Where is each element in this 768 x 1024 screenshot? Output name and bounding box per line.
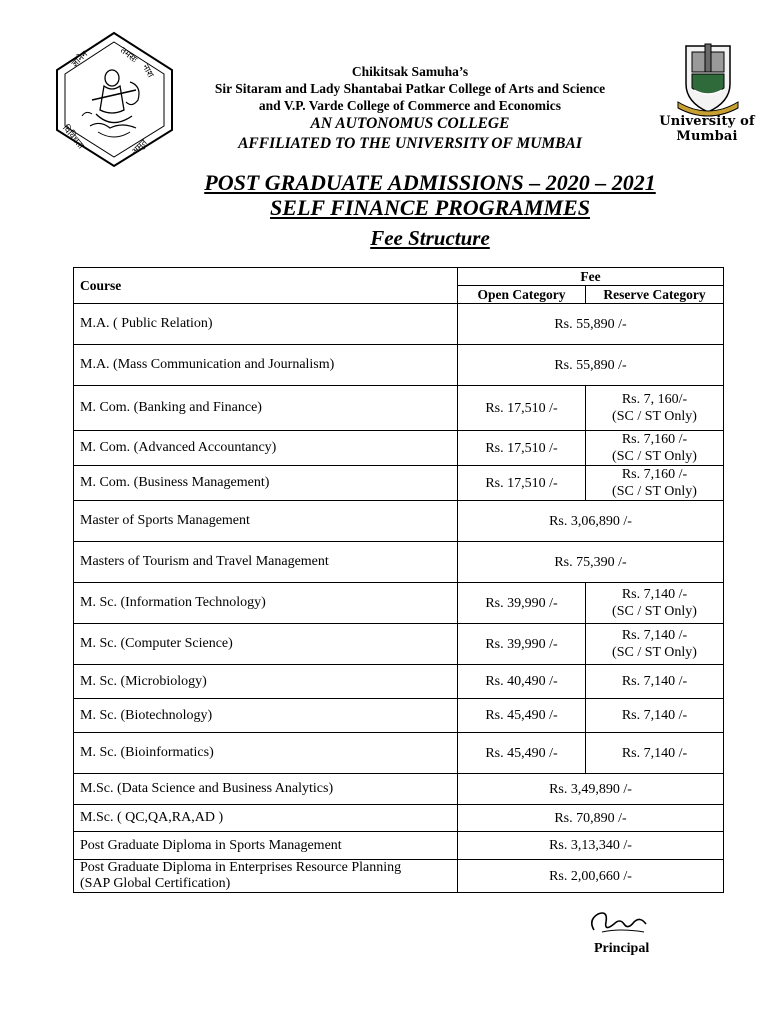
fee-cell: Rs. 3,06,890 /- bbox=[458, 501, 724, 542]
table-row bbox=[74, 805, 724, 832]
page-title: POST GRADUATE ADMISSIONS – 2020 – 2021 bbox=[204, 170, 656, 195]
table-row bbox=[74, 386, 724, 431]
principal-label: Principal bbox=[594, 941, 650, 956]
reserve-fee-note: (SC / ST Only) bbox=[612, 645, 697, 660]
reserve-fee-cell bbox=[586, 699, 724, 733]
table-row bbox=[74, 665, 724, 699]
open-fee-cell: Rs. 40,490 /- bbox=[458, 665, 586, 699]
university-logo bbox=[672, 40, 744, 120]
course-cell bbox=[74, 542, 458, 583]
course-cell bbox=[74, 665, 458, 699]
course-name: Master of Sports Management bbox=[80, 513, 250, 528]
reserve-fee-cell bbox=[586, 386, 724, 431]
fee-cell: Rs. 3,13,340 /- bbox=[458, 832, 724, 860]
course-name: Masters of Tourism and Travel Management bbox=[80, 554, 329, 569]
fee-cell: Rs. 55,890 /- bbox=[458, 304, 724, 345]
fee-column-header: Fee bbox=[458, 268, 724, 286]
table-row bbox=[74, 501, 724, 542]
open-fee-cell: Rs. 45,490 /- bbox=[458, 733, 586, 774]
course-name: M. Com. (Banking and Finance) bbox=[80, 400, 262, 415]
header-line-1: Chikitsak Samuha’s bbox=[351, 64, 469, 79]
header-line-5: AFFILIATED TO THE UNIVERSITY OF MUMBAI bbox=[238, 135, 582, 152]
table-row bbox=[74, 542, 724, 583]
fee-table bbox=[73, 267, 724, 893]
course-cell bbox=[74, 860, 458, 893]
fee-cell: Rs. 75,390 /- bbox=[458, 542, 724, 583]
course-cell bbox=[74, 832, 458, 860]
saraswati-emblem-icon bbox=[52, 30, 177, 168]
open-fee-cell: Rs. 17,510 /- bbox=[458, 466, 586, 501]
header-line-2: Sir Sitaram and Lady Shantabai Patkar College of Arts and Science bbox=[214, 81, 606, 96]
course-cell bbox=[74, 624, 458, 665]
logo-script-3: नाश bbox=[139, 62, 156, 80]
table-row bbox=[74, 774, 724, 805]
logo-script-5: अमृत bbox=[130, 137, 150, 158]
table-row bbox=[74, 345, 724, 386]
course-name: Post Graduate Diploma in Enterprises Resource Planning bbox=[80, 860, 402, 875]
university-logo-caption: University of Mumbai bbox=[659, 114, 755, 144]
course-name: M. Sc. (Bioinformatics) bbox=[80, 745, 214, 760]
college-logo bbox=[52, 30, 177, 168]
table-row bbox=[74, 583, 724, 624]
header-line-3: and V.P. Varde College of Commerce and Economics bbox=[258, 98, 562, 113]
course-cell bbox=[74, 583, 458, 624]
course-cell bbox=[74, 304, 458, 345]
course-name: M. Sc. (Microbiology) bbox=[80, 673, 207, 689]
university-crest-icon bbox=[672, 40, 744, 120]
course-name: M. Sc. (Computer Science) bbox=[80, 636, 233, 651]
course-cell bbox=[74, 774, 458, 805]
reserve-fee-note: (SC / ST Only) bbox=[612, 604, 697, 619]
table-row bbox=[74, 466, 724, 501]
logo-script-4: विविधता bbox=[59, 123, 86, 152]
table-row bbox=[74, 832, 724, 860]
reserve-fee-amount: Rs. 7,140 /- bbox=[621, 708, 688, 723]
open-category-header: Open Category bbox=[458, 286, 586, 304]
course-name: M.Sc. ( QC,QA,RA,AD ) bbox=[80, 810, 224, 825]
principal-signature bbox=[584, 902, 656, 942]
course-cell bbox=[74, 466, 458, 501]
reserve-fee-cell bbox=[586, 583, 724, 624]
fee-cell: Rs. 2,00,660 /- bbox=[458, 860, 724, 893]
fee-structure-heading: Fee Structure bbox=[370, 226, 490, 250]
open-fee-cell: Rs. 39,990 /- bbox=[458, 583, 586, 624]
reserve-fee-amount: Rs. 7,140 /- bbox=[621, 587, 688, 602]
reserve-fee-cell bbox=[586, 431, 724, 466]
open-fee-cell: Rs. 17,510 /- bbox=[458, 431, 586, 466]
course-name: M. Com. (Business Management) bbox=[80, 475, 270, 490]
course-name: M.Sc. (Data Science and Business Analytics) bbox=[80, 781, 334, 796]
course-cell bbox=[74, 431, 458, 466]
table-row bbox=[74, 304, 724, 345]
reserve-fee-cell bbox=[586, 624, 724, 665]
open-fee-cell: Rs. 17,510 /- bbox=[458, 386, 586, 431]
reserve-fee-amount: Rs. 7,140 /- bbox=[621, 674, 688, 689]
table-row bbox=[74, 624, 724, 665]
course-cell bbox=[74, 699, 458, 733]
reserve-fee-amount: Rs. 7,160 /- bbox=[621, 467, 688, 482]
reserve-fee-cell bbox=[586, 466, 724, 501]
course-name: M. Com. (Advanced Accountancy) bbox=[80, 440, 277, 455]
table-header-row bbox=[74, 268, 724, 286]
open-fee-cell: Rs. 39,990 /- bbox=[458, 624, 586, 665]
reserve-category-header: Reserve Category bbox=[586, 286, 724, 304]
reserve-fee-note: (SC / ST Only) bbox=[612, 449, 697, 464]
course-cell bbox=[74, 345, 458, 386]
course-cell bbox=[74, 805, 458, 832]
reserve-fee-note: (SC / ST Only) bbox=[612, 484, 697, 499]
reserve-fee-amount: Rs. 7,160 /- bbox=[621, 432, 688, 447]
course-cell bbox=[74, 386, 458, 431]
table-row bbox=[74, 699, 724, 733]
course-cell bbox=[74, 501, 458, 542]
reserve-fee-amount: Rs. 7,140 /- bbox=[621, 745, 688, 761]
header-line-4: AN AUTONOMUS COLLEGE bbox=[310, 115, 510, 132]
page-subtitle: SELF FINANCE PROGRAMMES bbox=[270, 195, 590, 220]
course-name: Post Graduate Diploma in Sports Management bbox=[80, 837, 342, 853]
table-row bbox=[74, 860, 724, 893]
signature-icon bbox=[584, 902, 656, 942]
fee-cell: Rs. 55,890 /- bbox=[458, 345, 724, 386]
reserve-fee-amount: Rs. 7, 160/- bbox=[621, 392, 688, 407]
open-fee-cell: Rs. 45,490 /- bbox=[458, 699, 586, 733]
course-name: M. Sc. (Biotechnology) bbox=[80, 707, 213, 723]
table-row bbox=[74, 733, 724, 774]
logo-script-2: तमसः bbox=[117, 45, 139, 66]
course-name: M. Sc. (Information Technology) bbox=[80, 595, 266, 610]
table-row bbox=[74, 431, 724, 466]
course-column-header: Course bbox=[74, 268, 458, 304]
fee-cell: Rs. 70,890 /- bbox=[458, 805, 724, 832]
fee-cell: Rs. 3,49,890 /- bbox=[458, 774, 724, 805]
reserve-fee-cell bbox=[586, 665, 724, 699]
reserve-fee-note: (SC / ST Only) bbox=[612, 409, 697, 424]
reserve-fee-cell bbox=[586, 733, 724, 774]
reserve-fee-amount: Rs. 7,140 /- bbox=[621, 628, 688, 643]
course-name: M.A. ( Public Relation) bbox=[80, 316, 213, 331]
course-cell bbox=[74, 733, 458, 774]
course-name: M.A. (Mass Communication and Journalism) bbox=[80, 357, 335, 372]
logo-script-1: ज्ञानेन bbox=[70, 49, 91, 70]
course-name-line2: (SAP Global Certification) bbox=[80, 876, 231, 891]
